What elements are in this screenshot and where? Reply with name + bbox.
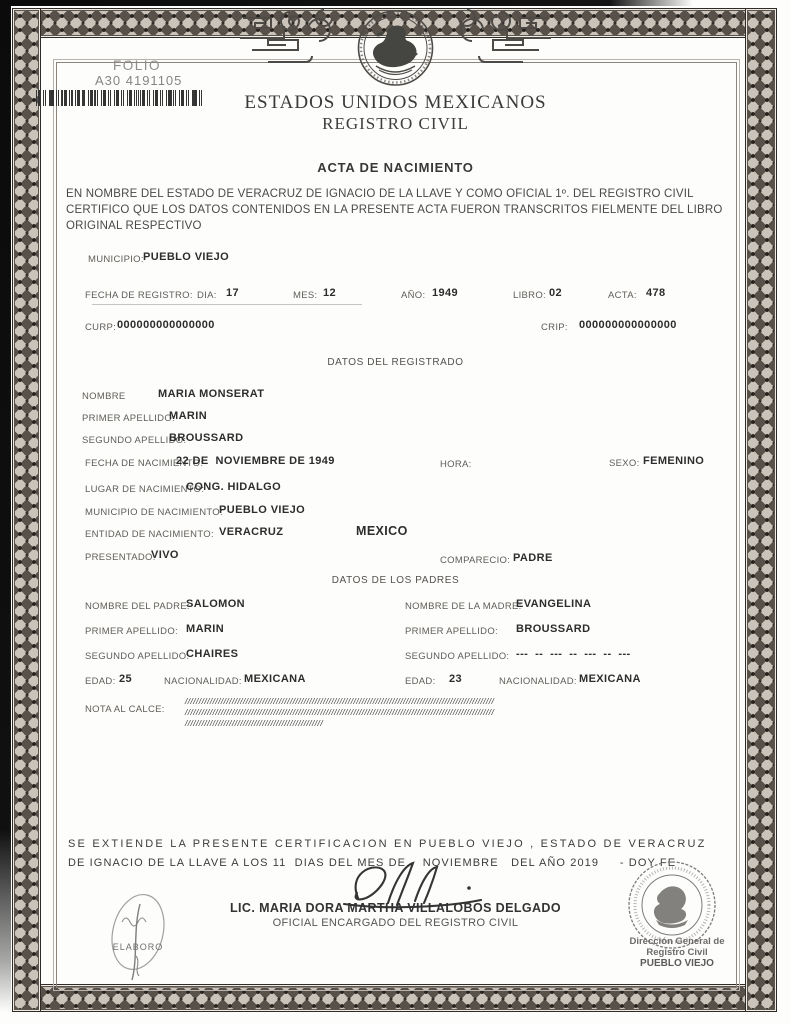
acta-value: 478 [646, 287, 666, 299]
national-emblem-icon [238, 4, 553, 96]
padre-edad-value: 25 [119, 673, 133, 685]
padre-primer-label: PRIMER APELLIDO: [85, 626, 178, 637]
padre-nacionalidad-value: MEXICANA [244, 673, 306, 685]
municipio-value: PUEBLO VIEJO [143, 251, 230, 263]
nombre-label: NOMBRE [82, 391, 126, 402]
madre-edad-label: EDAD: [405, 676, 436, 687]
municipio-label: MUNICIPIO: [88, 254, 144, 265]
ornate-border-left [12, 8, 41, 1012]
fecha-nacimiento-value: 22 DE NOVIEMBRE DE 1949 [176, 455, 335, 467]
comparecio-value: PADRE [513, 552, 553, 564]
padre-segundo-value: CHAIRES [186, 648, 239, 660]
primer-apellido-label: PRIMER APELLIDO: [82, 413, 175, 424]
ornate-border-right [745, 8, 777, 1012]
nombre-value: MARIA MONSERAT [158, 388, 265, 400]
seal-caption-line-3: PUEBLO VIEJO [640, 958, 714, 969]
madre-primer-label: PRIMER APELLIDO: [405, 626, 498, 637]
fecha-nacimiento-label: FECHA DE NACIMIENTO: [85, 458, 204, 469]
municipio-nacimiento-value: PUEBLO VIEJO [219, 504, 306, 516]
folio-label: FOLIO [113, 58, 162, 73]
pais-value: MEXICO [356, 524, 408, 538]
padre-edad-label: EDAD: [85, 676, 116, 687]
madre-nombre-label: NOMBRE DE LA MADRE: [405, 601, 522, 612]
seal-caption-line-2: Registro Civil [646, 947, 708, 958]
municipio-nacimiento-label: MUNICIPIO DE NACIMIENTO: [85, 507, 223, 518]
official-title: OFICIAL ENCARGADO DEL REGISTRO CIVIL [272, 917, 519, 929]
madre-nombre-value: EVANGELINA [516, 598, 592, 610]
crip-value: 000000000000000 [579, 319, 677, 331]
curp-label: CURP: [85, 322, 117, 333]
scan-line [92, 304, 362, 305]
document-title: ACTA DE NACIMIENTO [317, 160, 474, 175]
padre-nacionalidad-label: NACIONALIDAD: [164, 676, 242, 687]
padre-primer-value: MARIN [186, 623, 225, 635]
closing-line-1: SE EXTIENDE LA PRESENTE CERTIFICACION EN PUEBLO VIEJO , ESTADO DE VERACRUZ [68, 838, 707, 850]
madre-segundo-label: SEGUNDO APELLIDO: [405, 651, 510, 662]
section-registrado: DATOS DEL REGISTRADO [327, 357, 464, 368]
ornate-border-bottom [12, 984, 777, 1012]
primer-apellido-value: MARIN [169, 410, 208, 422]
scan-edge-left [0, 0, 11, 1012]
acta-label: ACTA: [608, 290, 637, 301]
segundo-apellido-value: BROUSSARD [169, 432, 244, 444]
lugar-nacimiento-label: LUGAR DE NACIMIENTO: [85, 484, 205, 495]
sexo-label: SEXO: [609, 458, 640, 469]
crip-label: CRIP: [541, 322, 568, 333]
segundo-apellido-label: SEGUNDO APELLIDO: [82, 435, 187, 446]
presentado-value: VIVO [151, 549, 179, 561]
curp-value: 000000000000000 [117, 319, 215, 331]
libro-value: 02 [549, 287, 563, 299]
fecha-registro-label: FECHA DE REGISTRO: [85, 290, 193, 301]
lugar-nacimiento-value: CONG. HIDALGO [186, 481, 282, 493]
elaboro-stamp [92, 886, 184, 982]
nota-label: NOTA AL CALCE: [85, 704, 165, 715]
comparecio-label: COMPARECIO: [440, 555, 511, 566]
closing-line-2: DE IGNACIO DE LA LLAVE A LOS 11 DIAS DEL MES DE NOVIEMBRE DEL AÑO 2019 - DOY FE [68, 857, 677, 869]
madre-nacionalidad-label: NACIONALIDAD: [499, 676, 577, 687]
madre-edad-value: 23 [449, 673, 463, 685]
mes-label: MES: [293, 290, 318, 301]
entidad-nacimiento-value: VERACRUZ [219, 526, 284, 538]
madre-nacionalidad-value: MEXICANA [579, 673, 641, 685]
libro-label: LIBRO: [513, 290, 546, 301]
nota-fill-slashes [185, 696, 719, 729]
dia-label: DIA: [197, 290, 217, 301]
padre-nombre-label: NOMBRE DEL PADRE: [85, 601, 190, 612]
padre-nombre-value: SALOMON [186, 598, 246, 610]
seal-caption-line-1: Dirección General de [629, 936, 725, 947]
anio-value: 1949 [432, 287, 459, 299]
sexo-value: FEMENINO [643, 455, 705, 467]
folio-number: A30 4191105 [95, 73, 183, 88]
official-name: LIC. MARIA DORA MARTHA VILLALOBOS DELGADO [230, 901, 561, 915]
country-title: ESTADOS UNIDOS MEXICANOS [244, 92, 547, 113]
nota-line-3: ////////////////////////////////////////////////// [185, 718, 324, 729]
section-padres: DATOS DE LOS PADRES [331, 575, 460, 586]
nota-line-1: //////////////////////////////////////////////////////////////////////////////////////////////////////////////// [185, 696, 495, 706]
madre-segundo-value: --- -- --- -- --- -- --- [516, 648, 631, 660]
elaboro-stamp-label: ELABORO [112, 942, 164, 952]
madre-primer-value: BROUSSARD [516, 623, 591, 635]
registry-title: REGISTRO CIVIL [322, 114, 469, 133]
hora-label: HORA: [440, 459, 472, 470]
certification-paragraph: EN NOMBRE DEL ESTADO DE VERACRUZ DE IGNACIO DE LA LLAVE Y COMO OFICIAL 1º. DEL REGISTRO CIVIL CERTIFICO QUE LOS DATOS CONTENIDOS EN LA PRESENTE ACTA FUERON TRANSCRITOS FIELMENTE DEL LIBRO ORIGINAL RESPECTIVO [66, 188, 723, 233]
nota-line-2: //////////////////////////////////////////////////////////////////////////////////////////////////////////////// [185, 707, 495, 718]
anio-label: AÑO: [401, 290, 426, 301]
presentado-label: PRESENTADO: [85, 552, 156, 563]
mes-value: 12 [323, 287, 337, 299]
dia-value: 17 [226, 287, 240, 299]
entidad-nacimiento-label: ENTIDAD DE NACIMIENTO: [85, 529, 214, 540]
padre-segundo-label: SEGUNDO APELLIDO: [85, 651, 190, 662]
